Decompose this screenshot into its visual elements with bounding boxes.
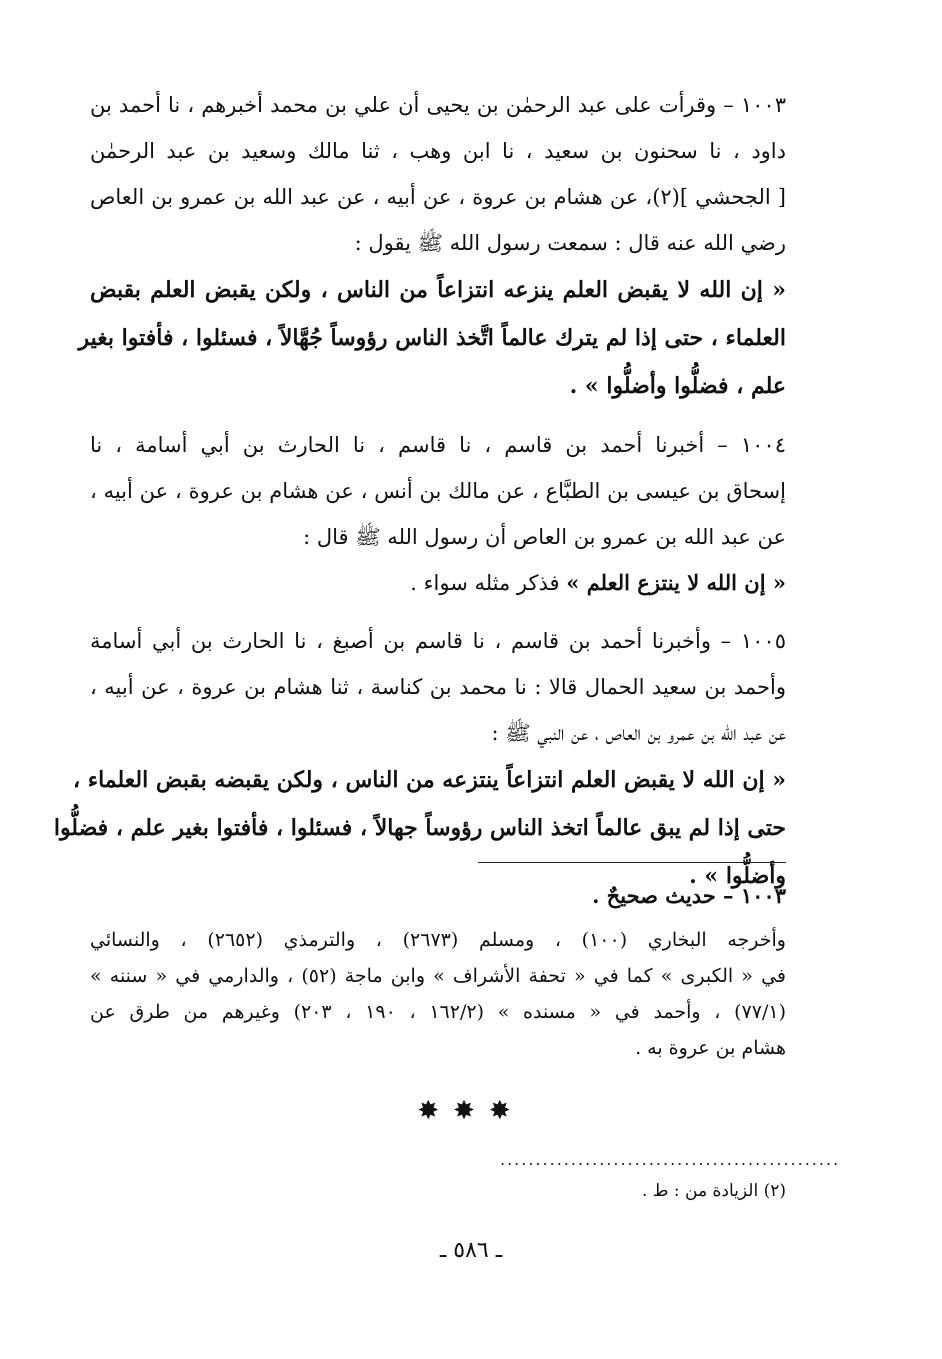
hadith-1003-text-3: علم ، فضلُّوا وأضلُّوا » . [569, 373, 786, 399]
hadith-1005-text-1: « إن الله لا يقبض العلم انتزاعاً ينتزعه من الناس ، ولكن يقبضه بقبض العلماء ، [72, 767, 786, 793]
hadith-1003-line-1: ١٠٠٣ – وقرأت على عبد الرحمٰن بن يحيى أن علي بن محمد أخبرهم ، نا أحمد بن [90, 93, 786, 117]
takhrij-line-3: (٧٧/١) ، وأحمد في « مسنده » (١٦٢/٢ ، ١٩٠ ، ٢٠٣) وغيرهم من طرق عن [90, 1001, 787, 1023]
page-number: ـ ٥٨٦ ـ [439, 1238, 503, 1263]
section-separator-stars: ✸✸✸ [417, 1096, 525, 1126]
notes-separator-rule [478, 862, 786, 863]
hadith-1005-text-2: حتى إذا لم يبق عالماً اتخذ الناس رؤوساً جهالاً ، فسئلوا ، فأفتوا بغير علم ، فضلُّوا [53, 815, 786, 841]
main-text [53, 82, 786, 900]
hadith-1005-text-3: وأضلُّوا » . [689, 863, 786, 889]
takhrij-notes [90, 878, 786, 1066]
footnote-dotted-separator: ................................................ [500, 1150, 841, 1169]
footnote: (٢) الزيادة من : ط . [641, 1181, 786, 1201]
hadith-1003-line-4: رضي الله عنه قال : سمعت رسول الله ﷺ يقول : [354, 231, 786, 255]
takhrij-line-1: وأخرجه البخاري (١٠٠) ، ومسلم (٢٦٧٣) ، والترمذي (٢٦٥٢) ، والنسائي [90, 929, 786, 951]
hadith-1004-line-3: عن عبد الله بن عمرو بن العاص أن رسول الله ﷺ قال : [303, 525, 786, 549]
hadith-1004-text-rest: فذكر مثله سواء . [410, 571, 567, 595]
hadith-1003-line-3: [ الجحشي ](٢)، عن هشام بن عروة ، عن أبيه ، عن عبد الله بن عمرو بن العاص [90, 185, 786, 209]
hadith-1004-text-bold: « إن الله لا ينتزع العلم » [566, 570, 786, 595]
takhrij-heading: ١٠٠٣ – حديث صحيحٌ . [592, 883, 786, 908]
hadith-1003-text-1: « إن الله لا يقبض العلم ينزعه انتزاعاً من الناس ، ولكن يقبض العلم بقبض [90, 277, 786, 303]
hadith-1003-text-2: العلماء ، حتى إذا لم يترك عالماً اتَّخذ الناس رؤوساً جُهَّالاً ، فسئلوا ، فأفتوا بغير [78, 325, 786, 351]
hadith-1003-line-2: داود ، نا سحنون بن سعيد ، نا ابن وهب ، ثنا مالك وسعيد بن عبد الرحمٰن [90, 139, 786, 163]
hadith-1005-line-2: وأحمد بن سعيد الحمال قالا : نا محمد بن كناسة ، ثنا هشام بن عروة ، عن أبيه ، [90, 675, 786, 699]
hadith-1005-line-3: عن عبد الله بن عمرو بن العاص ، عن النبي ﷺ : [491, 721, 786, 745]
takhrij-line-2: في « الكبرى » كما في « تحفة الأشراف » وابن ماجة (٥٢) ، والدارمي في « سننه » [90, 965, 786, 987]
takhrij-line-4: هشام بن عروة به . [635, 1037, 786, 1059]
hadith-1005-line-1: ١٠٠٥ – وأخبرنا أحمد بن قاسم ، نا قاسم بن أصبغ ، نا الحارث بن أبي أسامة [90, 629, 786, 653]
hadith-1004-line-1: ١٠٠٤ – أخبرنا أحمد بن قاسم ، نا قاسم ، نا الحارث بن أبي أسامة ، نا [90, 433, 786, 457]
hadith-1004-line-2: إسحاق بن عيسى بن الطبَّاع ، عن مالك بن أنس ، عن هشام بن عروة ، عن أبيه ، [90, 479, 786, 503]
hadith-1004-text [90, 560, 786, 606]
